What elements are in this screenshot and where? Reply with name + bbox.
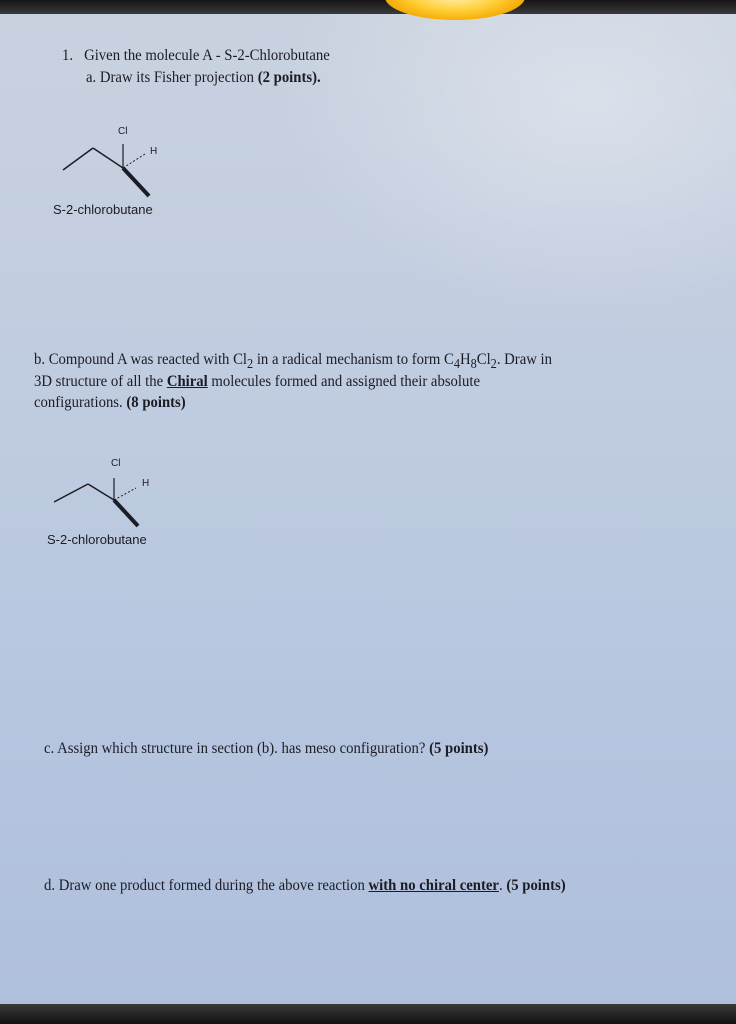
molecule-1-bond-center (93, 148, 123, 168)
question-b-line-1 (34, 350, 597, 374)
molecule-1-atom-h: H (150, 146, 158, 157)
question-b-text-3: . Draw in (496, 351, 553, 368)
question-1-number: 1. (62, 47, 74, 64)
question-b-text-4: 3D structure of all the (34, 373, 167, 390)
question-d-text: d. Draw one product formed during the above reaction (44, 877, 369, 894)
question-b-line-3 (34, 393, 199, 413)
question-d-text-end: . (498, 877, 507, 894)
question-b-points: (8 points) (126, 394, 186, 411)
question-d-points: (5 points) (506, 877, 566, 894)
molecule-1-atom-cl: Cl (118, 126, 128, 137)
molecule-1-structure (55, 120, 175, 210)
question-b-text-2: in a radical mechanism to form C (253, 351, 454, 368)
question-1a-points: (2 points). (257, 69, 321, 86)
molecule-1-wedge-bond (123, 168, 149, 196)
molecule-1-label: S-2-chlorobutane (53, 202, 153, 217)
question-1a (86, 68, 341, 88)
question-b-sub-1: 2 (247, 356, 254, 372)
lamp-glare (385, 0, 525, 20)
question-1-text: Given the molecule A - S-2-Chlorobutane (84, 47, 330, 64)
molecule-2-atom-cl: Cl (111, 458, 121, 469)
dark-top-edge (0, 0, 736, 14)
molecule-2-bond-center (88, 484, 114, 500)
question-1-title (62, 46, 353, 66)
question-b-text-1: b. Compound A was reacted with Cl (34, 351, 248, 368)
molecule-2-wedge-bond (114, 500, 138, 526)
question-c-text: c. Assign which structure in section (b). has meso configuration? (44, 740, 430, 757)
question-b-line-2 (34, 372, 519, 392)
question-b-formula-sub-3: 2 (490, 356, 497, 372)
question-c-points: (5 points) (429, 740, 489, 757)
molecule-2-atom-h: H (142, 478, 150, 489)
molecule-2-bond-left (54, 484, 88, 502)
molecule-2-label: S-2-chlorobutane (47, 532, 147, 547)
question-d (44, 876, 611, 896)
molecule-1-hash-bond (123, 154, 145, 168)
question-c (44, 739, 527, 759)
question-d-underlined: with no chiral center (368, 877, 499, 894)
dark-bottom-edge (0, 1004, 736, 1024)
molecule-1-bond-left (63, 148, 93, 170)
question-b-text-5: molecules formed and assigned their absolute (207, 373, 480, 390)
question-b-formula-cl: Cl (476, 351, 491, 368)
molecule-2-structure (48, 452, 168, 542)
question-1a-text: a. Draw its Fisher projection (86, 69, 258, 86)
question-b-formula-h: H (459, 351, 471, 368)
question-b-formula-sub-1: 4 (453, 356, 460, 372)
molecule-2-hash-bond (114, 488, 136, 500)
question-b-chiral-word: Chiral (166, 373, 208, 390)
question-b-text-6: configurations. (34, 394, 127, 411)
question-b-formula-sub-2: 8 (470, 356, 477, 372)
